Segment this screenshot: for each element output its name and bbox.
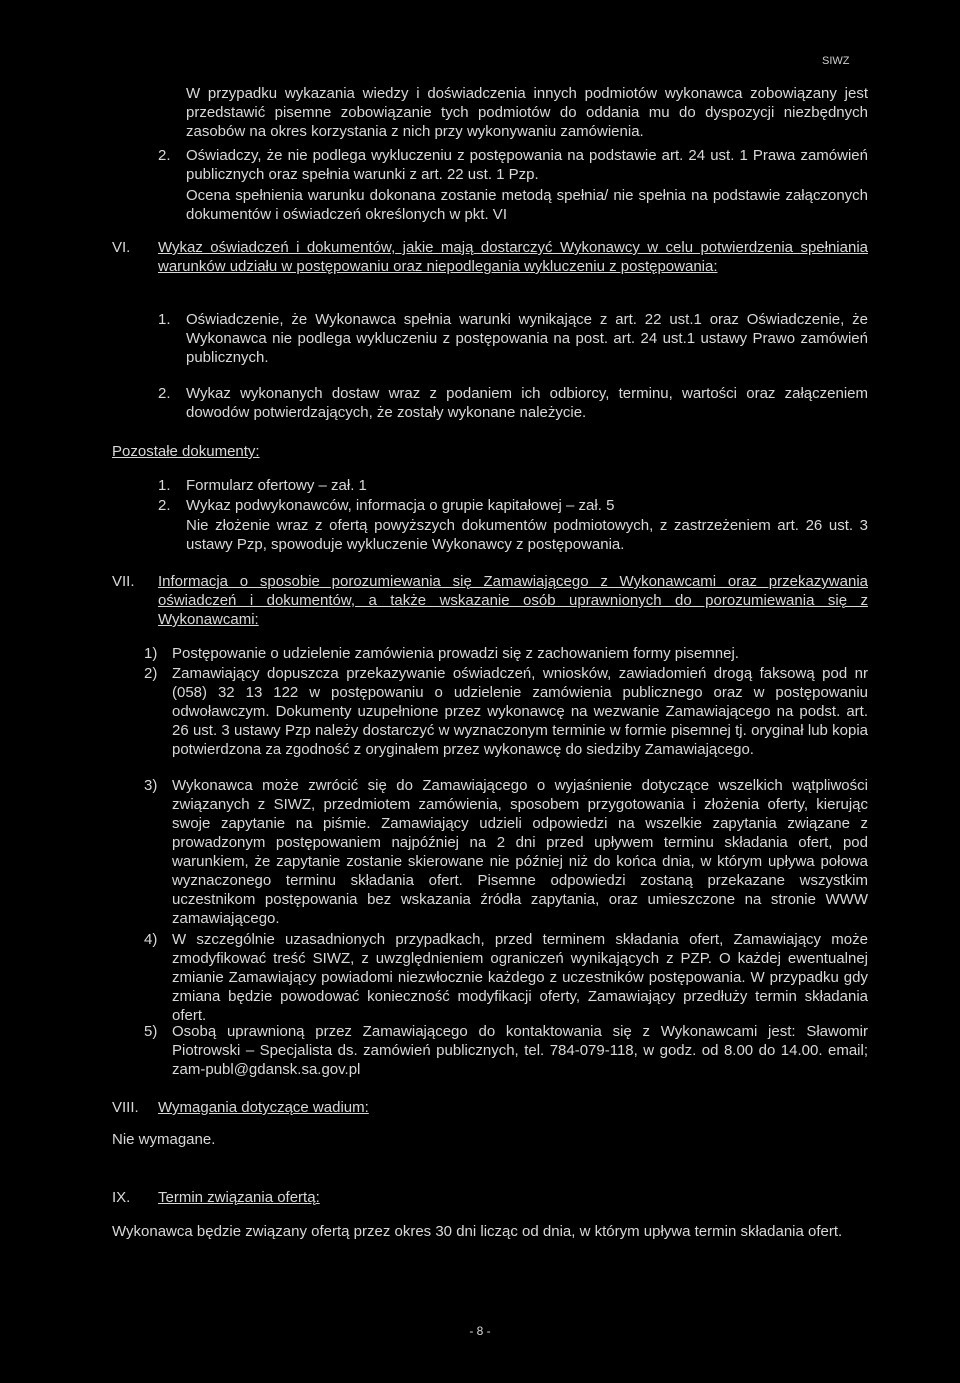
section-9-body <box>112 1222 868 1241</box>
section-7-item5-text: Osobą uprawnioną przez Zamawiającego do kontaktowania się z Wykonawcami jest: Sławomir Piotrowski – Specjalista ds. zamówień publicznych, tel. 784-079-118, w godz. od 8.00 do 14.00. email; zam-publ@gdansk.sa.gov.pl <box>172 1023 868 1078</box>
section-7-item1 <box>172 644 868 663</box>
section-8-title <box>158 1098 658 1117</box>
other-note <box>186 516 868 554</box>
section-6-item2 <box>186 384 868 422</box>
intro-item2-text: Oświadczy, że nie podlega wykluczeniu z postępowania na podstawie art. 24 ust. 1 Prawa zamówień publicznych oraz spełnia warunki z art. 22 ust. 1 Pzp. <box>186 147 868 183</box>
intro-assessment <box>186 186 868 224</box>
section-8-number: VIII. <box>112 1099 139 1116</box>
section-7-item2-text: Zamawiający dopuszcza przekazywanie oświadczeń, wniosków, zawiadomień drogą faksową pod nr (058) 32 13 122 w postępowaniu o udzielenie zamówienia publicznego oraz w postępowaniu odwoławczym. Dokumenty uzupełnione przez wykonawcę na wezwanie Zamawiającego na podst. art. 26 ust. 3 ustawy Pzp należy dostarczyć w wyznaczonym terminie w formie pisemnej tj. oryginał lub kopia potwierdzona za zgodność z oryginałem przez wykonawcę do siedziby Zamawiającego. <box>172 665 868 758</box>
other-documents-title-text: Pozostałe dokumenty: <box>112 443 260 460</box>
intro-paragraph <box>186 84 868 141</box>
section-9-number: IX. <box>112 1189 131 1206</box>
header-code: SIWZ <box>822 55 850 67</box>
section-7-item1-number: 1) <box>144 645 158 662</box>
section-6-item1-text: Oświadczenie, że Wykonawca spełnia warunki wynikające z art. 22 ust.1 oraz Oświadczenie, że Wykonawca nie podlega wykluczeniu z postępowania na post. art. 24 ust.1 ustawy Prawo zamówień publicznych. <box>186 311 868 366</box>
section-9-title-text: Termin związania ofertą: <box>158 1189 320 1206</box>
section-7-title-text: Informacja o sposobie porozumiewania się Zamawiającego z Wykonawcami oraz przekazywania oświadczeń i dokumentów, a także wskazanie osób uprawnionych do porozumiewania się z Wykonawcami: <box>158 573 868 628</box>
page-number: - 8 - <box>469 1324 491 1338</box>
intro-item2 <box>186 146 868 184</box>
section-7-item3-text: Wykonawca może zwrócić się do Zamawiającego o wyjaśnienie dotyczące wszelkich wątpliwości związanych z SIWZ, przedmiotem zamówienia, sposobem przygotowania i złożenia oferty, kierując swoje zapytanie na piśmie. Zamawiający udzieli odpowiedzi na wszelkie zapytania związane z prowadzonym postępowaniem najpóźniej na 2 dni przed upływem terminu składania ofert, pod warunkiem, że zapytanie zostanie skierowane nie później niż do końca dnia, w którym upływa połowa wyznaczonego terminu składania ofert. Pisemne odpowiedzi zostaną przekazane wszystkim uczestnikom postępowania bez wskazania źródła zapytania, oraz umieszczone na stronie WWW zamawiającego. <box>172 777 868 927</box>
section-9-body-text: Wykonawca będzie związany ofertą przez okres 30 dni licząc od dnia, w którym upływa termin składania ofert. <box>112 1223 843 1240</box>
other-item2 <box>186 496 868 515</box>
section-8-body-text: Nie wymagane. <box>112 1131 216 1148</box>
other-item1-text: Formularz ofertowy – zał. 1 <box>186 477 367 494</box>
other-item1 <box>186 476 868 495</box>
section-6-item1-number: 1. <box>158 311 171 328</box>
section-7-title <box>158 572 868 629</box>
section-6-item2-text: Wykaz wykonanych dostaw wraz z podaniem ich odbiorcy, terminu, wartości oraz załączeniem dowodów potwierdzających, że zostały wykonane należycie. <box>186 385 868 421</box>
section-8-body <box>112 1130 612 1149</box>
other-note-text: Nie złożenie wraz z ofertą powyższych dokumentów podmiotowych, z zastrzeżeniem art. 26 ust. 3 ustawy Pzp, spowoduje wykluczenie Wykonawcy z postępowania. <box>186 517 868 553</box>
section-7-item1-text: Postępowanie o udzielenie zamówienia prowadzi się z zachowaniem formy pisemnej. <box>172 645 739 662</box>
section-7-item3-number: 3) <box>144 777 158 794</box>
section-7-item5-number: 5) <box>144 1023 158 1040</box>
section-6-item1 <box>186 310 868 367</box>
section-7-number: VII. <box>112 573 135 590</box>
other-item1-number: 1. <box>158 477 171 494</box>
intro-assessment-text: Ocena spełnienia warunku dokonana zostanie metodą spełnia/ nie spełnia na podstawie załączonych dokumentów i oświadczeń określonych w pkt. VI <box>186 187 868 223</box>
other-documents-title <box>112 442 512 461</box>
section-7-item4-number: 4) <box>144 931 158 948</box>
section-7-item2 <box>172 664 868 759</box>
section-7-item4-text: W szczególnie uzasadnionych przypadkach, przed terminem składania ofert, Zamawiający może zmodyfikować treść SIWZ, z uwzględnieniem ograniczeń wynikających z PZP. O każdej ewentualnej zmianie Zamawiający powiadomi niezwłocznie każdego z uczestników postępowania. W przypadku gdy zmiana będzie powodować konieczność modyfikacji oferty, Zamawiający przedłuży termin składania ofert. <box>172 931 868 1024</box>
section-6-title-text: Wykaz oświadczeń i dokumentów, jakie mają dostarczyć Wykonawcy w celu potwierdzenia spełniania warunków udziału w postępowaniu oraz niepodlegania wykluczeniu z postępowania: <box>158 239 868 275</box>
intro-item2-number: 2. <box>158 147 171 164</box>
section-9-title <box>158 1188 658 1207</box>
other-item2-number: 2. <box>158 497 171 514</box>
section-7-item5 <box>172 1022 868 1079</box>
section-7-item2-number: 2) <box>144 665 158 682</box>
intro-text: W przypadku wykazania wiedzy i doświadczenia innych podmiotów wykonawca zobowiązany jest przedstawić pisemne zobowiązanie tych podmiotów do oddania mu do dyspozycji niezbędnych zasobów na okres korzystania z nich przy wykonywaniu zamówienia. <box>186 85 868 140</box>
section-6-item2-number: 2. <box>158 385 171 402</box>
section-6-number: VI. <box>112 239 131 256</box>
section-7-item3 <box>172 776 868 928</box>
section-7-item4 <box>172 930 868 1025</box>
section-8-title-text: Wymagania dotyczące wadium: <box>158 1099 369 1116</box>
section-6-title <box>158 238 868 276</box>
other-item2-text: Wykaz podwykonawców, informacja o grupie kapitałowej – zał. 5 <box>186 497 615 514</box>
